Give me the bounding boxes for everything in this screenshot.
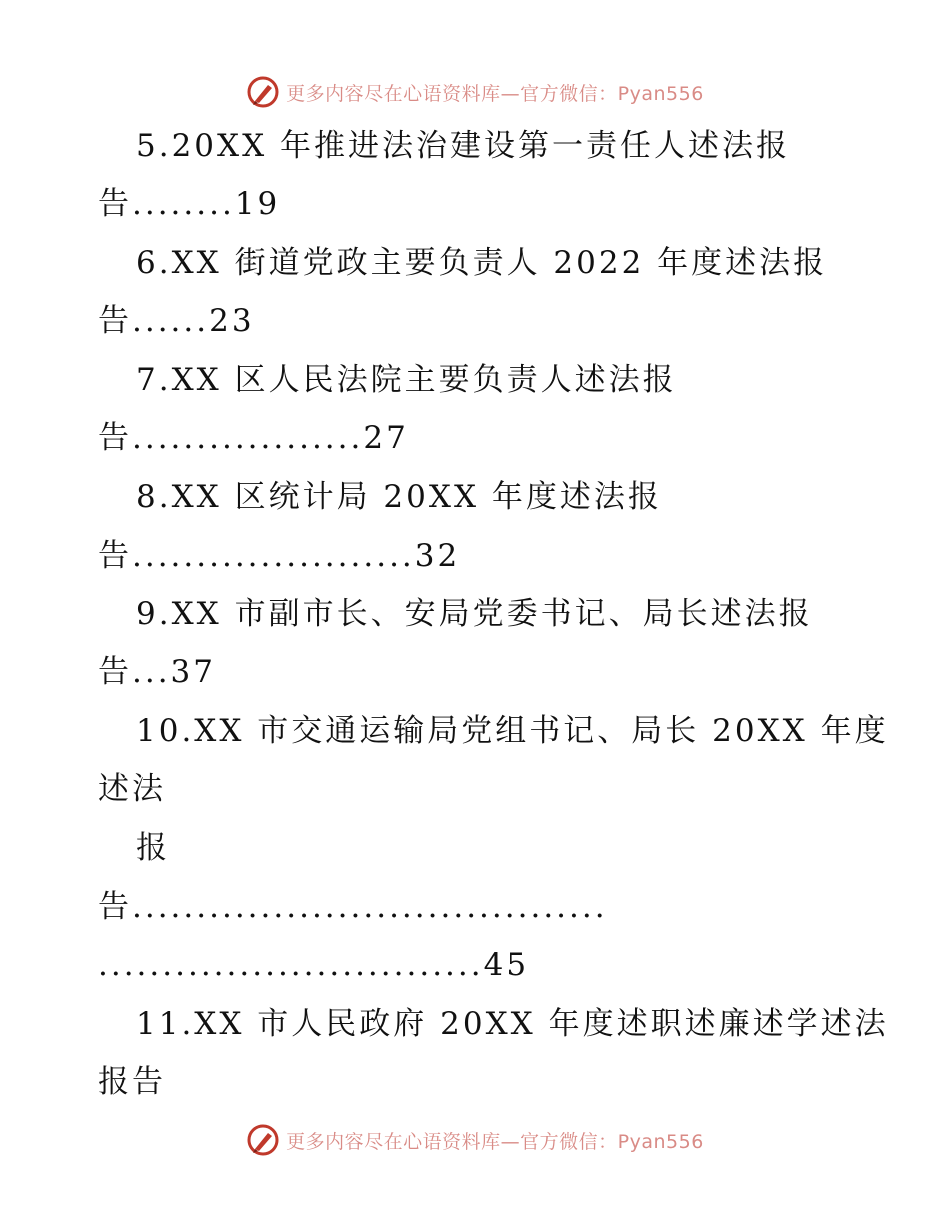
toc-line: 告..................27	[98, 420, 409, 456]
toc-line: 告........19	[98, 186, 281, 222]
pen-logo-icon	[246, 75, 280, 109]
toc-line: 报	[136, 830, 170, 866]
toc-line: ..............................45	[98, 947, 530, 983]
pen-logo-icon	[246, 1123, 280, 1157]
toc-line: 10.XX 市交通运输局党组书记、局长 20XX 年度	[136, 713, 889, 749]
watermark-text: 更多内容尽在心语资料库—官方微信：Pyan556	[286, 1130, 704, 1153]
toc-line: 告.....................................	[98, 889, 608, 925]
toc-line: 7.XX 区人民法院主要负责人述法报	[136, 362, 677, 398]
toc-line: 告......23	[98, 303, 255, 339]
toc-line: 告......................32	[98, 538, 461, 574]
footer-watermark	[0, 1120, 950, 1160]
toc-line: 述法	[98, 771, 166, 807]
toc-line: 5.20XX 年推进法治建设第一责任人述法报	[136, 128, 791, 164]
toc-line: 告...37	[98, 654, 217, 690]
toc-line: 6.XX 街道党政主要负责人 2022 年度述法报	[136, 245, 828, 281]
toc-line: 报告	[98, 1064, 166, 1100]
watermark-text: 更多内容尽在心语资料库—官方微信：Pyan556	[286, 82, 704, 105]
toc-line: 8.XX 区统计局 20XX 年度述法报	[136, 479, 662, 515]
toc-line: 11.XX 市人民政府 20XX 年度述职述廉述学述法	[136, 1006, 889, 1042]
toc-line: 9.XX 市副市长、安局党委书记、局长述法报	[136, 596, 813, 632]
header-watermark	[0, 72, 950, 112]
